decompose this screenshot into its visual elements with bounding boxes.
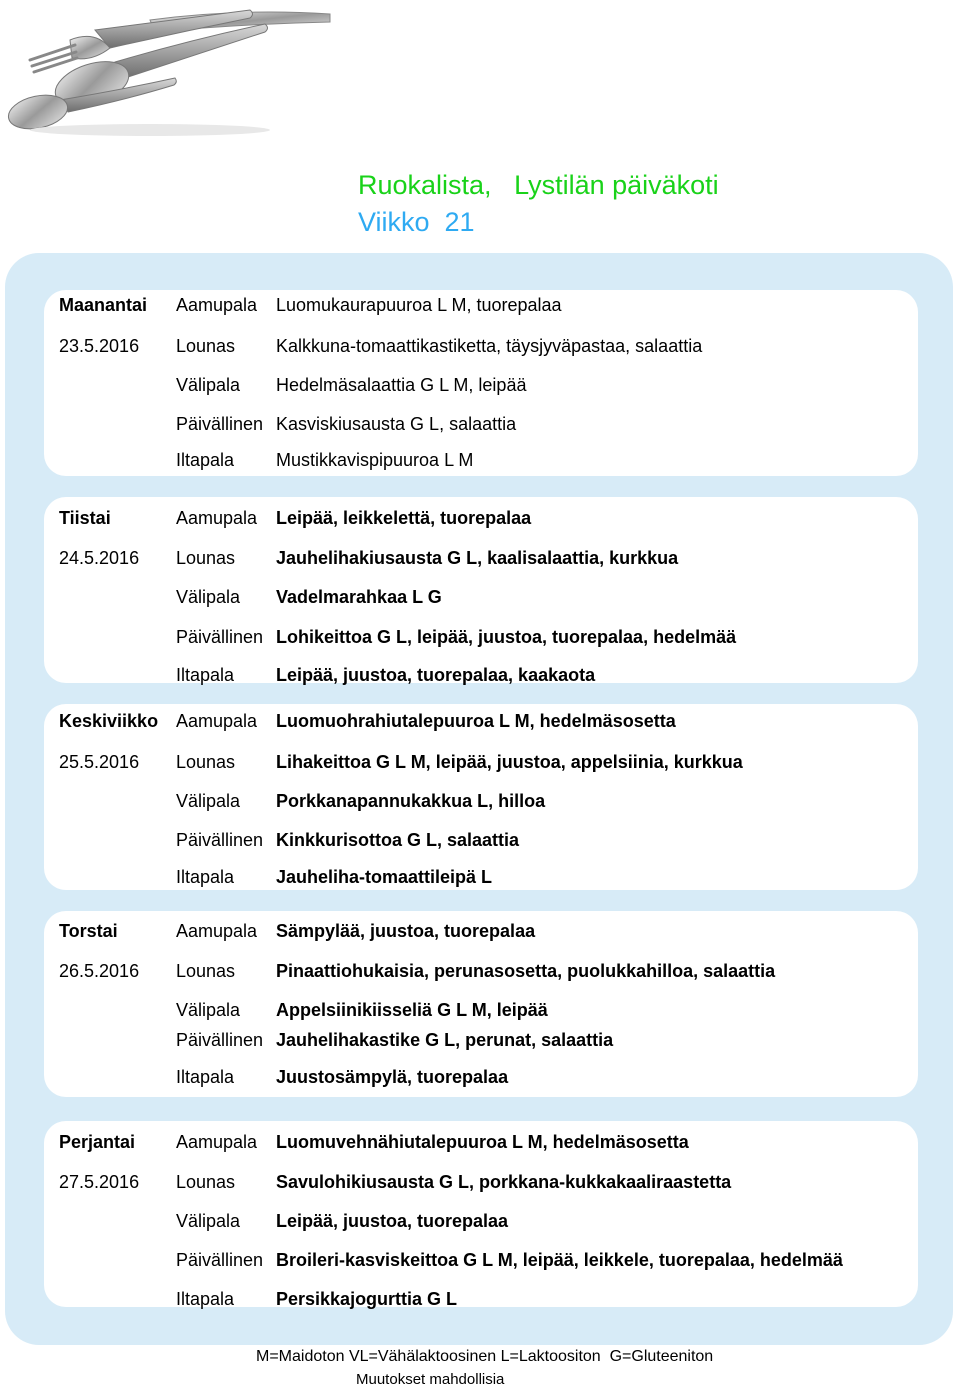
- meal-type: Lounas: [176, 752, 236, 772]
- meal-type: Aamupala: [176, 1132, 258, 1152]
- day-date: 27.5.2016: [59, 1172, 140, 1192]
- meal-food: Kinkkurisottoa G L, salaattia: [276, 830, 520, 850]
- meal-type: Lounas: [176, 336, 236, 356]
- day-name: Perjantai: [59, 1132, 136, 1152]
- meal-food: Mustikkavispipuuroa L M: [276, 450, 474, 470]
- meal-type: Iltapala: [176, 867, 235, 887]
- meal-food: Kalkkuna-tomaattikastiketta, täysjyväpastaa, salaattia: [276, 336, 703, 356]
- meal-food: Juustosämpylä, tuorepalaa: [276, 1067, 509, 1087]
- meal-food: Leipää, leikkelettä, tuorepalaa: [276, 508, 532, 528]
- day-date: 24.5.2016: [59, 548, 140, 568]
- week-label: Viikko 21: [358, 207, 475, 237]
- allergen-legend: M=Maidoton VL=Vähälaktoosinen L=Laktoositon G=Gluteeniton: [256, 1348, 714, 1365]
- day-name: Keskiviikko: [59, 711, 159, 731]
- meal-type: Aamupala: [176, 711, 258, 731]
- meal-food: Leipää, juustoa, tuorepalaa: [276, 1211, 509, 1231]
- meal-food: Lohikeittoa G L, leipää, juustoa, tuorepalaa, hedelmää: [276, 627, 737, 647]
- day-name: Torstai: [59, 921, 118, 941]
- meal-type: Lounas: [176, 548, 236, 568]
- meal-type: Aamupala: [176, 295, 258, 315]
- meal-type: Iltapala: [176, 1289, 235, 1309]
- day-date: 23.5.2016: [59, 336, 140, 356]
- meal-food: Jauhelihakiusausta G L, kaalisalaattia, kurkkua: [276, 548, 679, 568]
- meal-type: Päivällinen: [176, 627, 264, 647]
- meal-food: Luomuohrahiutalepuuroa L M, hedelmäsosetta: [276, 711, 676, 731]
- meal-type: Iltapala: [176, 665, 235, 685]
- day-name: Tiistai: [59, 508, 111, 528]
- day-date: 26.5.2016: [59, 961, 140, 981]
- changes-note: Muutokset mahdollisia: [356, 1371, 505, 1388]
- meal-food: Vadelmarahkaa L G: [276, 587, 442, 607]
- meal-type: Päivällinen: [176, 414, 264, 434]
- meal-type: Iltapala: [176, 450, 235, 470]
- meal-type: Välipala: [176, 791, 241, 811]
- meal-food: Kasviskiusausta G L, salaattia: [276, 414, 517, 434]
- meal-food: Sämpylää, juustoa, tuorepalaa: [276, 921, 536, 941]
- meal-type: Välipala: [176, 375, 241, 395]
- meal-type: Päivällinen: [176, 1250, 264, 1270]
- day-name: Maanantai: [59, 295, 148, 315]
- meal-food: Luomuvehnähiutalepuuroa L M, hedelmäsosetta: [276, 1132, 689, 1152]
- meal-type: Iltapala: [176, 1067, 235, 1087]
- meal-food: Hedelmäsalaattia G L M, leipää: [276, 375, 527, 395]
- meal-type: Aamupala: [176, 921, 258, 941]
- meal-type: Välipala: [176, 587, 241, 607]
- menu-title: Ruokalista, Lystilän päiväkoti: [358, 170, 719, 200]
- meal-food: Pinaattiohukaisia, perunasosetta, puolukkahilloa, salaattia: [276, 961, 776, 981]
- meal-food: Luomukaurapuuroa L M, tuorepalaa: [276, 295, 562, 315]
- meal-food: Appelsiinikiisseliä G L M, leipää: [276, 1000, 548, 1020]
- meal-type: Lounas: [176, 1172, 236, 1192]
- meal-type: Päivällinen: [176, 830, 264, 850]
- meal-food: Broileri-kasviskeittoa G L M, leipää, leikkele, tuorepalaa, hedelmää: [276, 1250, 843, 1270]
- meal-type: Välipala: [176, 1211, 241, 1231]
- meal-food: Jauheliha-tomaattileipä L: [276, 867, 493, 887]
- meal-type: Lounas: [176, 961, 236, 981]
- cutlery-illustration: [0, 0, 340, 150]
- meal-food: Savulohikiusausta G L, porkkana-kukkakaaliraastetta: [276, 1172, 732, 1192]
- meal-food: Porkkanapannukakkua L, hilloa: [276, 791, 546, 811]
- meal-type: Päivällinen: [176, 1030, 264, 1050]
- meal-food: Persikkajogurttia G L: [276, 1289, 458, 1309]
- meal-type: Aamupala: [176, 508, 258, 528]
- meal-type: Välipala: [176, 1000, 241, 1020]
- meal-food: Lihakeittoa G L M, leipää, juustoa, appelsiinia, kurkkua: [276, 752, 743, 772]
- day-date: 25.5.2016: [59, 752, 140, 772]
- meal-food: Leipää, juustoa, tuorepalaa, kaakaota: [276, 665, 596, 685]
- meal-food: Jauhelihakastike G L, perunat, salaattia: [276, 1030, 614, 1050]
